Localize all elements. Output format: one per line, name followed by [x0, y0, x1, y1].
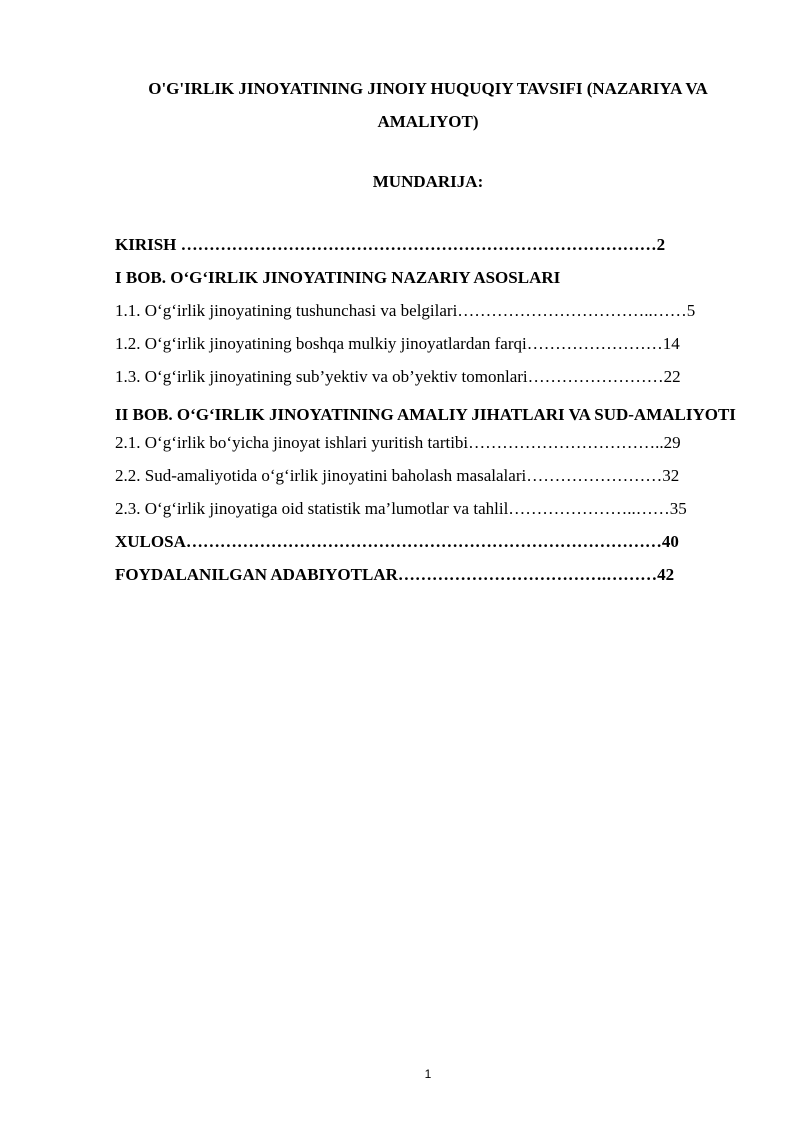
toc-entry-2-2[interactable]: 2.2. Sud-amaliyotida o‘g‘irlik jinoyatini baholash masalalari……………………32	[115, 466, 680, 485]
toc-entry-2-1[interactable]: 2.1. O‘g‘irlik bo‘yicha jinoyat ishlari yuritish tartibi……………………………..29	[115, 433, 681, 452]
toc-chapter-1[interactable]: I BOB. O‘G‘IRLIK JINOYATINING NAZARIY ASOSLARI	[115, 268, 561, 287]
page-number: 1	[424, 1067, 432, 1081]
toc-heading: MUNDARIJA:	[372, 172, 484, 191]
toc-entry-xulosa[interactable]: XULOSA…………………………………………………………………………40	[115, 532, 679, 551]
toc-entry-kirish[interactable]: KIRISH …………………………………………………………………………2	[115, 235, 666, 254]
document-title: O'G'IRLIK JINOYATINING JINOIY HUQUQIY TAVSIFI (NAZARIYA VA AMALIYOT)	[148, 79, 708, 131]
toc-entry-1-3[interactable]: 1.3. O‘g‘irlik jinoyatining sub’yektiv va ob’yektiv tomonlari……………………22	[115, 367, 681, 386]
table-of-contents	[115, 233, 743, 596]
toc-entry-1-1[interactable]: 1.1. O‘g‘irlik jinoyatining tushunchasi va belgilari……………………………..……5	[115, 301, 696, 320]
toc-entry-1-2[interactable]: 1.2. O‘g‘irlik jinoyatining boshqa mulkiy jinoyatlardan farqi……………………14	[115, 334, 680, 353]
toc-entry-adabiyotlar[interactable]: FOYDALANILGAN ADABIYOTLAR……………………………….………42	[115, 565, 675, 584]
toc-entry-2-3[interactable]: 2.3. O‘g‘irlik jinoyatiga oid statistik ma’lumotlar va tahlil…………………..……35	[115, 499, 687, 518]
toc-chapter-2[interactable]: II BOB. O‘G‘IRLIK JINOYATINING AMALIY JIHATLARI VA SUD-AMALIYOTI	[115, 405, 736, 424]
